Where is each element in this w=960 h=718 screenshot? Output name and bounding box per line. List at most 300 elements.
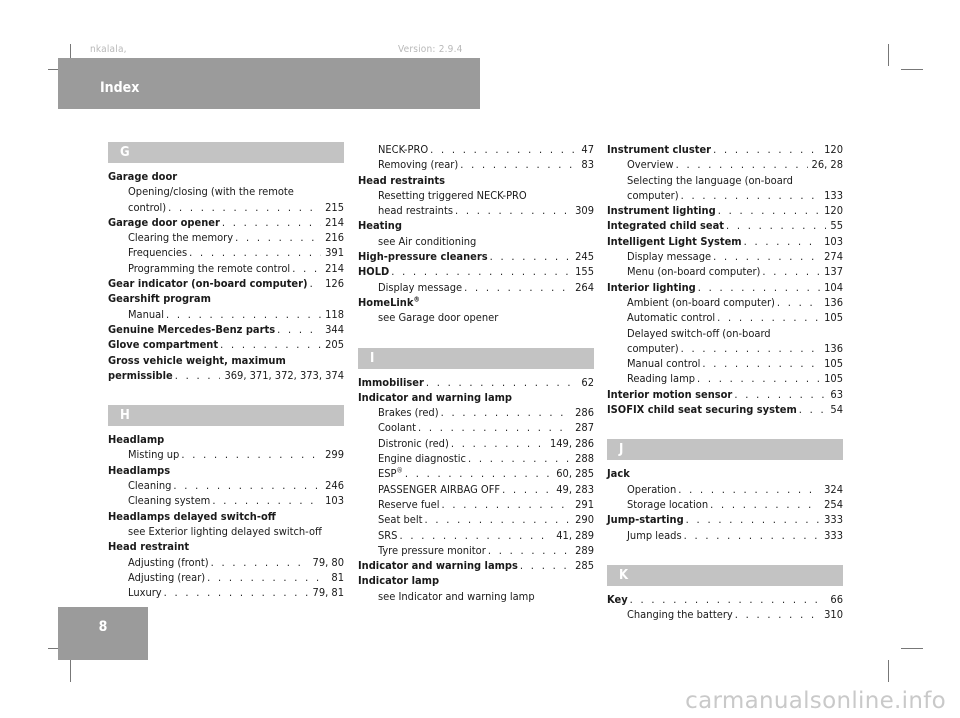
dot-leader — [630, 592, 827, 607]
entry-text: Jack — [607, 467, 630, 481]
index-entry — [358, 157, 594, 172]
entry-label — [378, 512, 422, 527]
index-entry — [358, 142, 594, 157]
index-entry — [358, 466, 594, 481]
dot-leader — [488, 543, 571, 558]
page-reference: 245 — [575, 250, 594, 264]
index-entry — [607, 512, 843, 527]
dot-leader — [713, 249, 820, 264]
entry-label — [378, 203, 453, 218]
entry-label — [378, 405, 439, 420]
dot-leader — [681, 188, 821, 203]
entry-label — [108, 368, 173, 383]
index-entry — [607, 607, 843, 622]
entry-text: Head restraint — [108, 540, 190, 554]
index-heading — [358, 390, 594, 405]
entry-label — [607, 142, 711, 157]
index-entry — [358, 528, 594, 543]
entry-label — [378, 528, 397, 543]
entry-text: Instrument lighting — [607, 204, 716, 218]
page-reference: 216 — [325, 231, 344, 245]
dot-leader — [455, 203, 571, 218]
index-entry — [607, 310, 843, 325]
index-entry — [607, 188, 843, 203]
entry-text: HOLD — [358, 265, 390, 279]
entry-label — [128, 200, 166, 215]
entry-text: NECK-PRO — [378, 143, 429, 156]
dot-leader — [460, 157, 577, 172]
index-entry — [607, 356, 843, 371]
entry-label — [108, 215, 220, 230]
index-column-2 — [358, 142, 594, 604]
page-reference: 55 — [830, 219, 843, 233]
entry-label — [128, 245, 187, 260]
index-subline — [358, 234, 594, 249]
page-reference: 137 — [824, 265, 843, 279]
page-reference: 246 — [325, 479, 344, 493]
index-subline — [358, 310, 594, 325]
entry-label — [128, 261, 290, 276]
entry-label — [627, 264, 760, 279]
dot-leader — [207, 570, 327, 585]
index-subline — [607, 326, 843, 341]
index-entry — [358, 451, 594, 466]
index-subline — [108, 184, 344, 199]
entry-text: Programming the remote control — [128, 261, 291, 275]
page-reference: 310 — [824, 608, 843, 622]
index-heading — [108, 291, 344, 306]
entry-label — [128, 493, 210, 508]
entry-label — [128, 307, 164, 322]
page-reference: 215 — [325, 200, 344, 214]
index-entry — [607, 234, 843, 249]
entry-text: Head restraints — [358, 173, 446, 187]
entry-text: Intelligent Light System — [607, 234, 742, 248]
entry-label — [128, 478, 171, 493]
dot-leader — [464, 280, 571, 295]
entry-text: see Indicator and warning lamp — [378, 589, 535, 603]
dot-leader — [189, 245, 321, 260]
page-reference: 47 — [581, 143, 594, 156]
entry-text: Adjusting (front) — [128, 555, 209, 569]
index-entry — [607, 218, 843, 233]
page-reference: 369, 371, 372, 373, 374 — [224, 368, 344, 382]
entry-text: Gross vehicle weight, maximum — [108, 353, 286, 367]
index-heading — [358, 218, 594, 233]
entry-label — [378, 466, 403, 481]
page-title: Index — [100, 80, 140, 96]
dot-leader — [762, 264, 820, 279]
section-header: K — [607, 565, 843, 586]
entry-label — [627, 188, 679, 203]
section-header: H — [108, 405, 344, 426]
index-entry — [358, 482, 594, 497]
page-reference: 344 — [325, 322, 344, 336]
index-entry — [358, 497, 594, 512]
index-entry — [607, 528, 843, 543]
entry-text: Tyre pressure monitor — [378, 543, 486, 557]
entry-text: Manual — [128, 307, 164, 321]
dot-leader — [490, 249, 571, 264]
dot-leader — [292, 261, 321, 276]
entry-text: Cleaning system — [128, 494, 211, 508]
dot-leader — [211, 555, 309, 570]
entry-label — [627, 356, 700, 371]
section-header: J — [607, 439, 843, 460]
entry-text: Integrated child seat — [607, 219, 725, 233]
entry-text: Reserve fuel — [378, 497, 440, 511]
index-heading — [108, 539, 344, 554]
page-reference: 126 — [325, 277, 344, 291]
entry-label — [378, 482, 500, 497]
entry-text: Seat belt — [378, 513, 423, 527]
dot-leader — [676, 157, 808, 172]
dot-leader — [181, 447, 321, 462]
entry-text: Manual control — [627, 357, 701, 371]
dot-leader — [168, 200, 321, 215]
index-entry — [607, 142, 843, 157]
entry-label — [378, 451, 466, 466]
index-entry — [607, 387, 843, 402]
page-reference: 274 — [824, 250, 843, 264]
section-gap — [108, 383, 344, 405]
dot-leader — [310, 276, 322, 291]
dot-leader — [686, 512, 820, 527]
dot-leader — [726, 218, 826, 233]
dot-leader — [718, 203, 820, 218]
index-entry — [607, 592, 843, 607]
index-subline — [358, 188, 594, 203]
page-reference: 214 — [325, 261, 344, 275]
dot-leader — [222, 215, 321, 230]
entry-label — [627, 249, 711, 264]
page-reference: 214 — [325, 215, 344, 229]
page-reference: 149, 286 — [549, 436, 594, 450]
index-heading — [358, 573, 594, 588]
entry-label — [627, 310, 715, 325]
index-heading — [108, 509, 344, 524]
dot-leader — [734, 387, 826, 402]
entry-label — [378, 436, 449, 451]
entry-text: SRS — [378, 528, 398, 542]
index-entry — [358, 558, 594, 573]
dot-leader — [418, 420, 571, 435]
entry-text: ISOFIX child seat securing system — [607, 403, 797, 417]
page-reference: 26, 28 — [811, 158, 843, 172]
page-reference: 79, 81 — [312, 586, 344, 600]
page-reference: 63 — [830, 387, 843, 401]
index-entry — [607, 295, 843, 310]
index-subline — [108, 524, 344, 539]
entry-text: Clearing the memory — [128, 231, 234, 245]
index-heading — [108, 432, 344, 447]
entry-text: computer) — [627, 341, 679, 355]
index-entry — [108, 215, 344, 230]
index-subline — [358, 589, 594, 604]
dot-leader — [426, 375, 578, 390]
dot-leader — [175, 368, 221, 383]
index-entry — [108, 200, 344, 215]
entry-label — [627, 528, 682, 543]
entry-text: permissible — [108, 368, 173, 382]
index-heading — [108, 353, 344, 368]
section-gap — [607, 543, 843, 565]
page-reference: 54 — [830, 403, 843, 417]
dot-leader — [777, 295, 820, 310]
entry-text: Luxury — [128, 586, 162, 600]
dot-leader — [735, 607, 820, 622]
index-entry — [358, 203, 594, 218]
crop-mark — [888, 660, 889, 682]
entry-label — [378, 280, 462, 295]
entry-label — [627, 295, 775, 310]
entry-text: control) — [128, 200, 167, 214]
entry-label — [607, 234, 742, 249]
page-reference: 83 — [581, 158, 594, 172]
index-entry — [358, 512, 594, 527]
index-entry — [108, 307, 344, 322]
index-column-3 — [607, 142, 843, 622]
entry-text: Gearshift program — [108, 292, 211, 306]
dot-leader — [173, 478, 321, 493]
dot-leader — [277, 322, 321, 337]
entry-label — [627, 157, 674, 172]
page-reference: 287 — [575, 421, 594, 435]
page-reference: 105 — [824, 357, 843, 371]
entry-text: Operation — [627, 482, 677, 496]
index-entry — [108, 478, 344, 493]
page-reference: 333 — [824, 513, 843, 527]
entry-label — [108, 322, 275, 337]
entry-text: Ambient (on-board computer) — [627, 295, 775, 309]
entry-label — [128, 230, 233, 245]
page-reference: 103 — [325, 494, 344, 508]
page-reference: 291 — [575, 497, 594, 511]
dot-leader — [212, 493, 321, 508]
index-subline — [607, 173, 843, 188]
index-entry — [108, 447, 344, 462]
index-entry — [607, 402, 843, 417]
page-reference: 288 — [575, 452, 594, 466]
entry-text: Heating — [358, 219, 402, 233]
entry-text: Jump-starting — [607, 513, 684, 527]
dot-leader — [799, 402, 827, 417]
page-reference: 66 — [830, 592, 843, 606]
entry-label — [128, 585, 162, 600]
registered-mark: ® — [396, 466, 403, 475]
page-reference: 41, 289 — [556, 528, 594, 542]
entry-text: Reading lamp — [627, 372, 696, 386]
entry-label — [627, 341, 679, 356]
entry-label — [627, 482, 676, 497]
entry-text: Storage location — [627, 497, 709, 511]
page-reference: 205 — [325, 338, 344, 352]
page-reference: 290 — [575, 513, 594, 527]
page-reference: 133 — [824, 188, 843, 202]
entry-text: see Air conditioning — [378, 234, 477, 248]
entry-text: Brakes (red) — [378, 406, 439, 420]
page-reference: 81 — [331, 570, 344, 584]
index-entry — [607, 371, 843, 386]
entry-label — [358, 558, 518, 573]
dot-leader — [698, 280, 820, 295]
page-reference: 289 — [575, 543, 594, 557]
entry-text: Gear indicator (on-board computer) — [108, 277, 308, 291]
dot-leader — [702, 356, 820, 371]
author-tag: nkalala, — [90, 44, 127, 55]
index-entry — [607, 341, 843, 356]
entry-label — [607, 280, 696, 295]
entry-label — [607, 402, 797, 417]
crop-mark — [901, 648, 923, 649]
entry-text: Overview — [627, 158, 674, 172]
page-number-box — [58, 607, 148, 660]
dot-leader — [678, 482, 820, 497]
page-reference: 60, 285 — [556, 467, 594, 481]
page-reference: 104 — [824, 280, 843, 294]
entry-label — [358, 375, 424, 390]
entry-text: PASSENGER AIRBAG OFF — [378, 482, 501, 496]
index-entry — [108, 337, 344, 352]
version-tag: Version: 2.9.4 — [398, 44, 463, 55]
registered-mark: ® — [413, 295, 420, 304]
page-reference: 155 — [575, 265, 594, 279]
page-reference: 285 — [575, 559, 594, 573]
entry-text: Key — [607, 592, 628, 606]
index-entry — [358, 264, 594, 279]
entry-text: head restraints — [378, 204, 453, 218]
page-reference: 299 — [325, 448, 344, 462]
index-entry — [108, 245, 344, 260]
dot-leader — [697, 371, 820, 386]
entry-label — [607, 592, 628, 607]
section-header: G — [108, 142, 344, 163]
entry-text: Interior motion sensor — [607, 387, 733, 401]
crop-mark — [901, 69, 923, 70]
dot-leader — [681, 341, 821, 356]
entry-text: Resetting triggered NECK-PRO — [378, 188, 527, 202]
entry-text: Headlamps — [108, 463, 171, 477]
entry-label — [627, 497, 708, 512]
index-entry — [607, 482, 843, 497]
entry-text: Garage door — [108, 170, 178, 183]
dot-leader — [717, 310, 820, 325]
entry-label — [378, 420, 416, 435]
dot-leader — [713, 142, 820, 157]
index-entry — [108, 368, 344, 383]
entry-text: Delayed switch-off (on-board — [627, 326, 771, 340]
dot-leader — [391, 264, 571, 279]
index-entry — [607, 264, 843, 279]
dot-leader — [235, 230, 321, 245]
dot-leader — [424, 512, 571, 527]
dot-leader — [468, 451, 571, 466]
entry-text: Headlamp — [108, 433, 165, 447]
entry-text: High-pressure cleaners — [358, 250, 488, 264]
page-reference: 136 — [824, 341, 843, 355]
index-entry — [358, 249, 594, 264]
entry-label — [607, 203, 716, 218]
index-entry — [358, 543, 594, 558]
entry-label — [128, 555, 209, 570]
index-entry — [108, 585, 344, 600]
index-entry — [358, 405, 594, 420]
index-entry — [108, 261, 344, 276]
index-heading — [108, 463, 344, 478]
entry-text: ESP — [378, 467, 397, 481]
entry-label — [128, 447, 179, 462]
index-column-1 — [108, 142, 344, 600]
page-reference: 324 — [824, 482, 843, 496]
index-entry — [607, 497, 843, 512]
index-entry — [108, 570, 344, 585]
entry-text: Headlamps delayed switch-off — [108, 509, 276, 523]
entry-text: Interior lighting — [607, 280, 696, 294]
entry-label — [128, 570, 205, 585]
dot-leader — [441, 405, 572, 420]
entry-label — [378, 157, 458, 172]
entry-label — [627, 607, 733, 622]
dot-leader — [430, 142, 577, 157]
entry-text: Changing the battery — [627, 608, 733, 622]
entry-label — [108, 337, 218, 352]
entry-text: Automatic control — [627, 311, 716, 325]
index-entry — [607, 157, 843, 172]
page-reference: 120 — [824, 204, 843, 218]
entry-text: see Garage door opener — [378, 311, 499, 325]
entry-text: Removing (rear) — [378, 158, 459, 172]
page-reference: 103 — [824, 234, 843, 248]
entry-text: Adjusting (rear) — [128, 570, 206, 584]
entry-text: Indicator and warning lamp — [358, 390, 513, 404]
entry-label — [378, 497, 439, 512]
page-reference: 254 — [824, 497, 843, 511]
dot-leader — [451, 436, 546, 451]
index-heading — [607, 466, 843, 481]
dot-leader — [684, 528, 821, 543]
index-entry — [607, 203, 843, 218]
entry-text: Coolant — [378, 421, 416, 435]
dot-leader — [744, 234, 821, 249]
entry-text: Garage door opener — [108, 215, 220, 229]
dot-leader — [164, 585, 309, 600]
entry-label — [378, 543, 486, 558]
index-entry — [108, 555, 344, 570]
dot-leader — [405, 466, 552, 481]
page-reference: 62 — [581, 375, 594, 389]
section-gap — [607, 417, 843, 439]
dot-leader — [710, 497, 820, 512]
page-reference: 309 — [575, 204, 594, 218]
entry-text: Distronic (red) — [378, 436, 449, 450]
index-entry — [108, 276, 344, 291]
section-header: I — [358, 348, 594, 369]
entry-text: Engine diagnostic — [378, 452, 466, 466]
entry-text: Selecting the language (on-board — [627, 173, 793, 187]
page-reference: 264 — [575, 280, 594, 294]
index-heading — [108, 169, 344, 184]
entry-label — [358, 249, 488, 264]
entry-text: Jump leads — [627, 528, 682, 542]
page-reference: 49, 283 — [556, 482, 594, 496]
entry-label — [358, 264, 389, 279]
dot-leader — [441, 497, 571, 512]
index-entry — [108, 322, 344, 337]
entry-text: Display message — [627, 250, 712, 264]
entry-text: Instrument cluster — [607, 143, 712, 156]
entry-label — [108, 276, 308, 291]
dot-leader — [220, 337, 321, 352]
